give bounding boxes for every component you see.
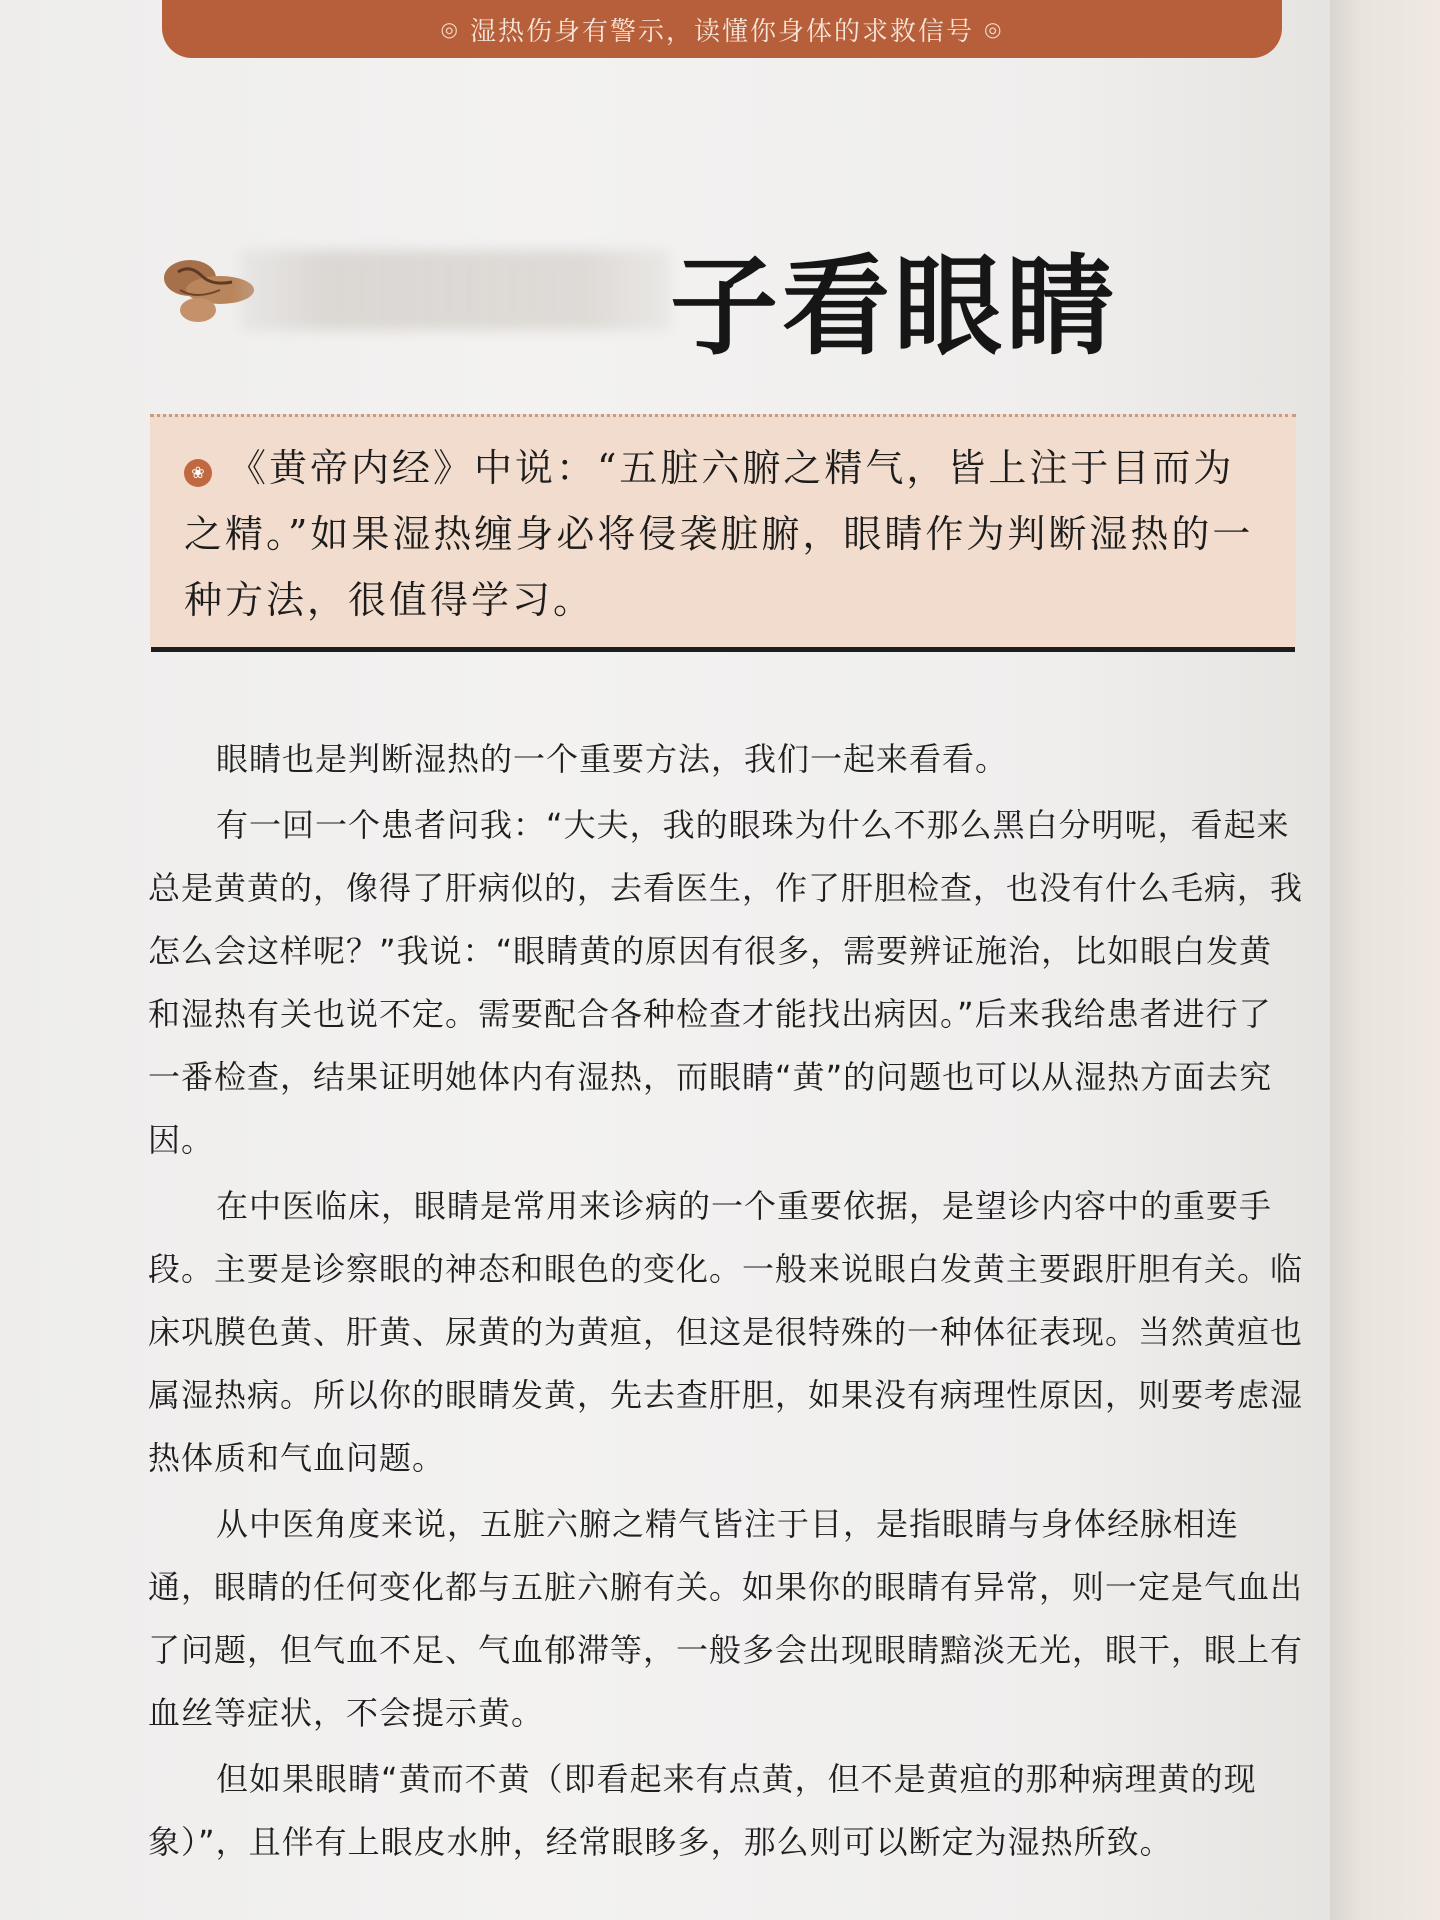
blurred-redaction: [240, 250, 670, 330]
header-ornament-right-icon: ◎: [984, 17, 1004, 41]
section-title-area: [150, 220, 1119, 370]
lotus-icon: ❀: [184, 459, 212, 487]
paragraph: 但如果眼睛“黄而不黄（即看起来有点黄，但不是黄疸的那种病理黄的现象）”，且伴有上眼皮水肿，经常眼眵多，那么则可以断定为湿热所致。: [148, 1760, 1257, 1861]
section-title: 子看眼睛: [670, 245, 1119, 370]
quote-text: 《黄帝内经》中说：“五脏六腑之精气，皆上注于目而为之精。”如果湿热缠身必将侵袭脏腑，眼睛作为判断湿热的一种方法，很值得学习。: [184, 446, 1254, 622]
paragraph: 眼睛也是判断湿热的一个重要方法，我们一起来看看。: [216, 740, 1009, 778]
header-ornament-left-icon: ◎: [440, 17, 460, 41]
paragraph: 有一回一个患者问我：“大夫，我的眼珠为什么不那么黑白分明呢，看起来总是黄黄的，像得了肝病似的，去看医生，作了肝胆检查，也没有什么毛病，我怎么会这样呢？”我说：“眼睛黄的原因有很多，需要辨证施治，比如眼白发黄和湿热有关也说不定。需要配合各种检查才能找出病因。”后来我给患者进行了一番检查，结果证明她体内有湿热，而眼睛“黄”的问题也可以从湿热方面去究因。: [148, 806, 1304, 1159]
running-header-text: 湿热伤身有警示，读懂你身体的求救信号: [469, 16, 974, 47]
running-header: [162, 0, 1282, 58]
body-text: [148, 728, 1304, 1877]
paragraph: 在中医临床，眼睛是常用来诊病的一个重要依据，是望诊内容中的重要手段。主要是诊察眼的神态和眼色的变化。一般来说眼白发黄主要跟肝胆有关。临床巩膜色黄、肝黄、尿黄的为黄疸，但这是很特殊的一种体征表现。当然黄疸也属湿热病。所以你的眼睛发黄，先去查肝胆，如果没有病理性原因，则要考虑湿热体质和气血问题。: [148, 1187, 1304, 1477]
page-edge: [1330, 0, 1440, 1920]
paragraph: 从中医角度来说，五脏六腑之精气皆注于目，是指眼睛与身体经脉相连通，眼睛的任何变化都与五脏六腑有关。如果你的眼睛有异常，则一定是气血出了问题，但气血不足、气血郁滞等，一般多会出现眼睛黯淡无光，眼干，眼上有血丝等症状，不会提示黄。: [148, 1505, 1304, 1732]
quote-box: [150, 414, 1296, 647]
